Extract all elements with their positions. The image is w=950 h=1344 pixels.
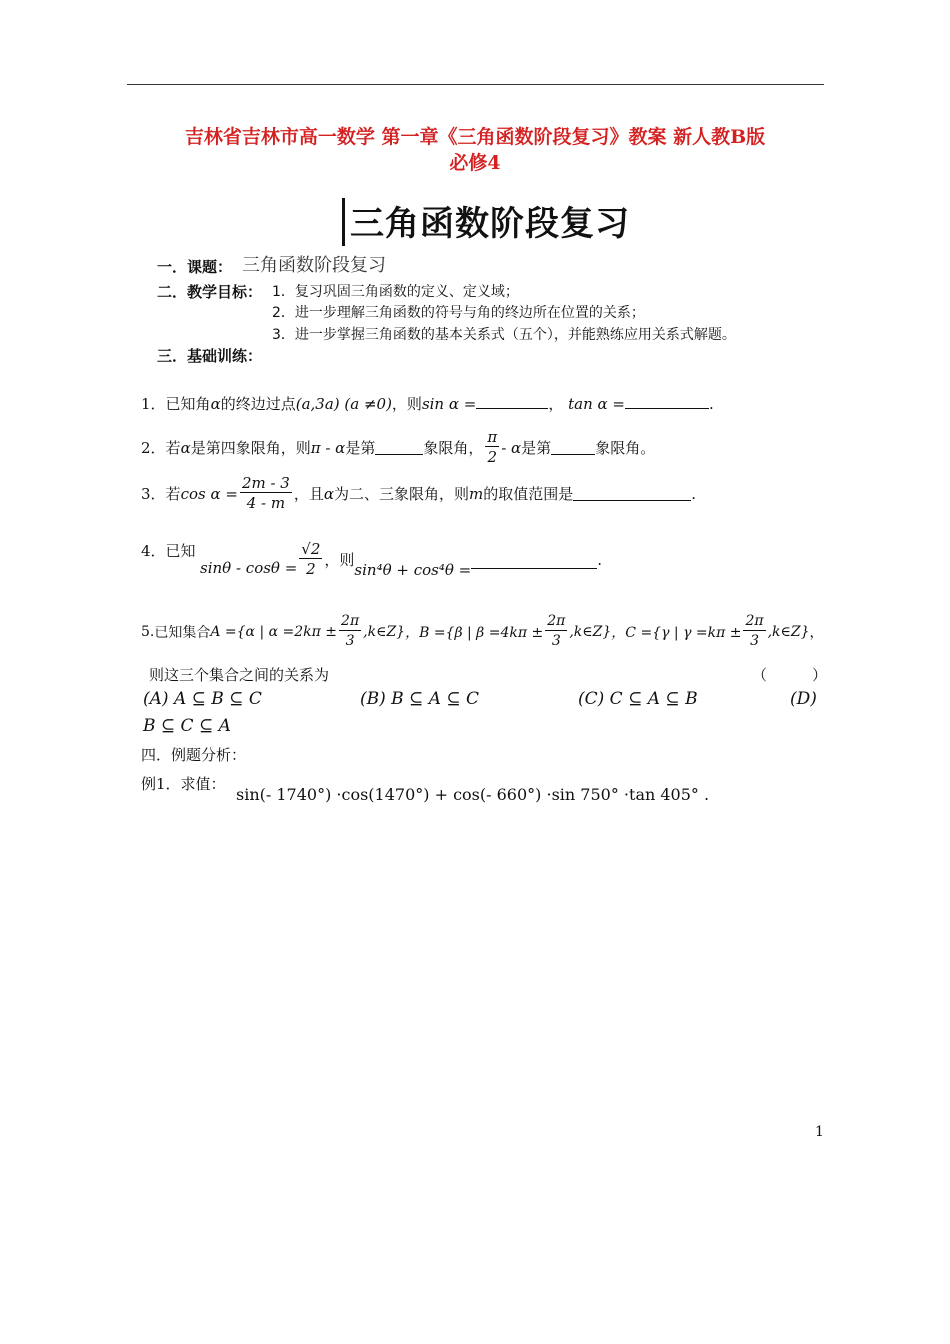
q1-alpha: α xyxy=(210,395,221,413)
example-1-expression xyxy=(236,785,709,804)
q5-b-frac-den: 3 xyxy=(551,633,561,649)
q2-text-1: 若 xyxy=(165,439,181,457)
q4-fraction xyxy=(299,540,322,579)
q2-text-6: 象限角。 xyxy=(595,439,656,457)
q5-text-1: 已知集合 xyxy=(154,624,211,641)
q3-text-1: 若 xyxy=(165,485,181,503)
goal-3: 3．进一步掌握三角函数的基本关系式（五个），并能熟练应用关系式解题。 xyxy=(272,327,736,343)
q4-text-2: ，则 xyxy=(324,551,355,569)
q2-number: 2． xyxy=(141,439,166,457)
q4-number: 4． xyxy=(141,542,166,560)
q5-number: 5. xyxy=(141,623,155,640)
q2-frac-num: π xyxy=(487,428,498,446)
q4-frac-num: √2 xyxy=(301,540,321,558)
q5-option-d-content: B ⊆ C ⊆ A xyxy=(143,716,231,736)
q2-expr-1: π - α xyxy=(310,438,346,457)
q5-a-frac-den: 3 xyxy=(345,633,355,649)
q1-sin: sin α = xyxy=(421,395,477,413)
q5-answer-paren: （ ） xyxy=(752,666,828,684)
question-1 xyxy=(141,393,714,414)
q2-expr-2: - α xyxy=(501,438,522,457)
q5-c-frac-num: 2π xyxy=(745,613,764,629)
document-title-line1: 吉林省吉林市高一数学 第一章《三角函数阶段复习》教案 新人教B版 xyxy=(184,126,766,148)
question-3 xyxy=(141,474,696,513)
q4-text-1: 已知 xyxy=(165,542,196,560)
q3-text-3: 为二、三象限角，则 xyxy=(334,485,470,503)
q5-option-b: (B) B ⊆ A ⊆ C xyxy=(360,689,480,709)
q5-option-d: (D) xyxy=(790,689,817,709)
q2-text-2: 是第四象限角，则 xyxy=(190,439,311,457)
q1-text-1: 已知角 xyxy=(165,395,211,413)
page-number: 1 xyxy=(815,1124,824,1140)
q1-blank-tan xyxy=(625,394,709,409)
question-4 xyxy=(200,540,602,579)
q5-set-c-fraction xyxy=(743,612,765,651)
q3-blank xyxy=(573,486,691,501)
q5-set-c-right: ,k∈Z} xyxy=(767,623,810,640)
example-1-formula: sin(- 1740°) ·cos(1470°) + cos(- 660°) ·sin 750° ·tan 405° xyxy=(236,785,699,804)
question-5 xyxy=(141,612,824,651)
q4-lhs: sinθ - cosθ = xyxy=(200,558,298,577)
q5-ask: 则这三个集合之间的关系为 xyxy=(149,666,330,684)
banner-bar xyxy=(342,198,345,246)
topic-value: 三角函数阶段复习 xyxy=(242,255,386,276)
q1-text-4: ， xyxy=(548,395,564,413)
q1-text-2: 的终边过点 xyxy=(220,395,296,413)
q3-number: 3． xyxy=(141,485,166,503)
q5-option-c: (C) C ⊆ A ⊆ B xyxy=(578,689,698,709)
q3-text-2: ，且 xyxy=(293,485,324,503)
q3-m: m xyxy=(469,484,484,503)
q4-frac-den: 2 xyxy=(306,560,316,578)
q2-blank-2 xyxy=(551,440,595,455)
q2-text-5: 是第 xyxy=(521,439,552,457)
q1-blank-sin xyxy=(476,394,548,409)
question-2 xyxy=(141,428,655,467)
q5-set-b-fraction xyxy=(545,612,567,651)
goal-1: 1．复习巩固三角函数的定义、定义域； xyxy=(272,284,519,300)
q2-alpha: α xyxy=(180,438,191,457)
q3-text-4: 的取值范围是 xyxy=(483,485,574,503)
q4-lead xyxy=(141,540,196,561)
q3-cos: cos α = xyxy=(180,484,238,503)
q2-blank-1 xyxy=(375,440,423,455)
q3-fraction xyxy=(240,474,292,513)
q3-alpha: α xyxy=(323,484,335,503)
header-rule xyxy=(127,84,824,85)
q5-option-a: (A) A ⊆ B ⊆ C xyxy=(143,689,262,709)
training-label: 三．基础训练： xyxy=(157,347,263,365)
q5-c-frac-den: 3 xyxy=(750,633,759,649)
example-1-end: . xyxy=(704,785,710,804)
q1-text-3: ，则 xyxy=(391,395,422,413)
document-title-line2: 必修4 xyxy=(449,152,501,174)
q5-set-b-left: ，B ={β | β =4kπ ± xyxy=(405,624,544,641)
q1-tan: tan α = xyxy=(568,395,625,413)
q5-set-b-right: ,k∈Z} xyxy=(569,623,612,640)
goals-label: 二．教学目标： xyxy=(157,283,263,301)
q5-a-frac-num: 2π xyxy=(341,613,360,629)
q2-text-3: 是第 xyxy=(345,439,376,457)
q2-frac-den: 2 xyxy=(487,448,498,466)
q4-rhs: sin⁴θ + cos⁴θ = xyxy=(354,560,472,579)
q5-b-frac-num: 2π xyxy=(547,613,566,629)
q3-frac-den: 4 - m xyxy=(246,494,286,512)
example-1-label: 例1．求值： xyxy=(141,775,226,793)
q5-set-a-left: A ={α | α =2kπ ± xyxy=(210,623,338,640)
q5-set-c-left: ，C ={γ | γ =kπ ± xyxy=(611,624,742,641)
q3-end: . xyxy=(691,484,697,503)
q1-end: . xyxy=(709,395,714,413)
q3-frac-num: 2m - 3 xyxy=(241,474,290,492)
q2-pi-over-2 xyxy=(485,428,499,467)
q1-point: (a,3a) (a ≠0) xyxy=(295,395,392,413)
q4-end: . xyxy=(597,550,603,569)
topic-label: 一．课题： xyxy=(157,258,233,276)
q1-number: 1． xyxy=(141,395,166,413)
banner-title: 三角函数阶段复习 xyxy=(350,204,630,244)
q5-tail: ， xyxy=(809,624,824,641)
q4-blank xyxy=(471,554,597,569)
q5-set-a-right: ,k∈Z} xyxy=(363,623,406,640)
examples-heading: 四．例题分析： xyxy=(141,746,247,764)
q2-text-4: 象限角， xyxy=(423,439,484,457)
q5-set-a-fraction xyxy=(339,612,361,651)
goal-2: 2．进一步理解三角函数的符号与角的终边所在位置的关系； xyxy=(272,305,645,321)
